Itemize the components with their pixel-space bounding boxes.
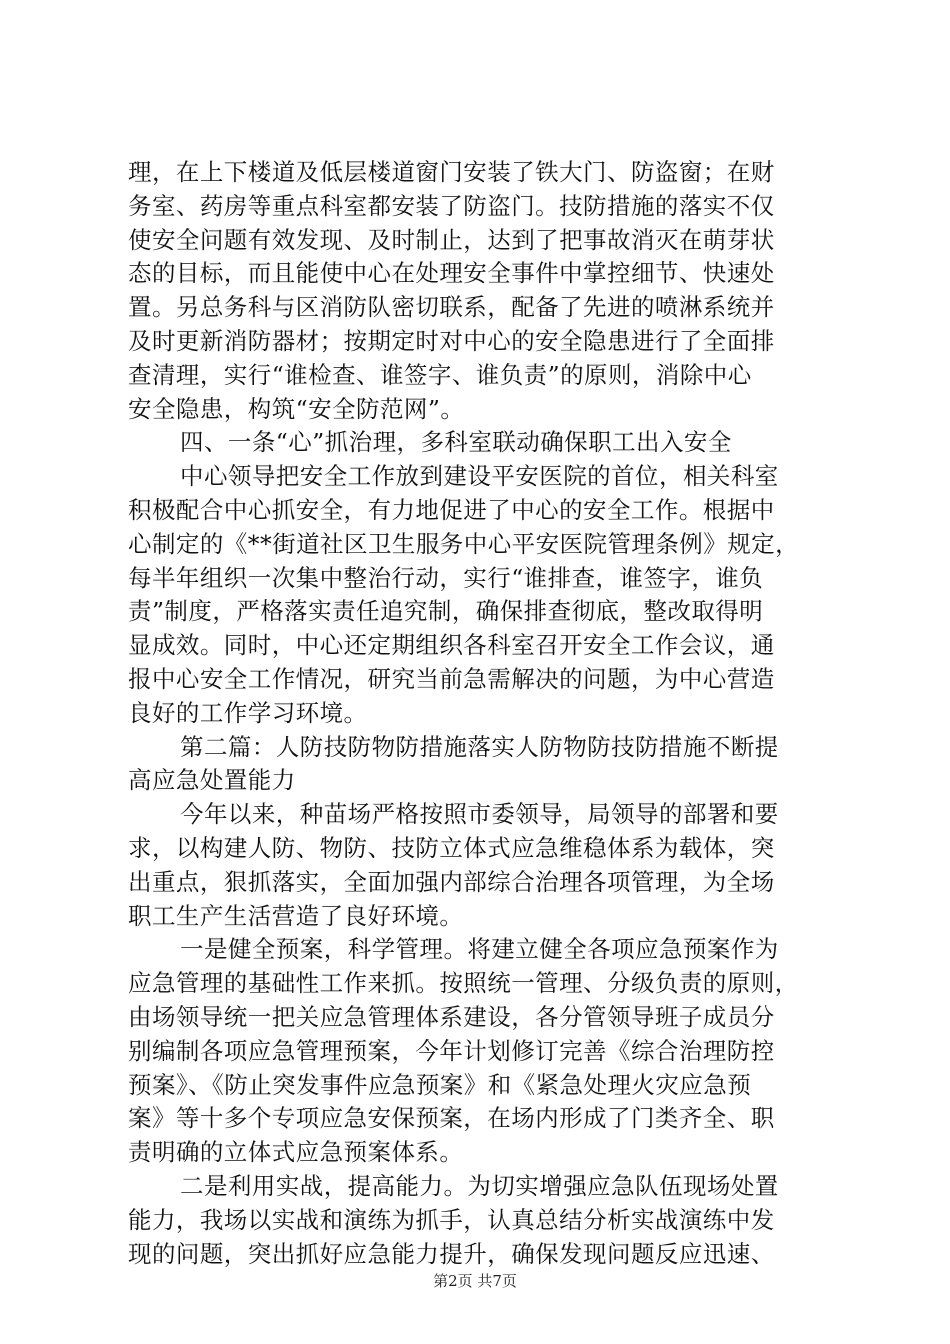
text-line: 职工生产生活营造了良好环境。 [128, 901, 464, 930]
text-line: 求，以构建人防、物防、技防立体式应急维稳体系为载体，突 [128, 833, 775, 862]
text-line: 置。另总务科与区消防队密切联系，配备了先进的喷淋系统并 [128, 293, 775, 322]
text-line: 态的目标，而且能使中心在处理安全事件中掌控细节、快速处 [128, 259, 775, 288]
text-line: 务室、药房等重点科室都安装了防盗门。技防措施的落实不仅 [128, 191, 775, 220]
text-line: 查清理，实行“谁检查、谁签字、谁负责”的原则，消除中心 [128, 360, 752, 389]
text-line: 中心领导把安全工作放到建设平安医院的首位，相关科室 [180, 462, 779, 491]
text-line: 二是利用实战，提高能力。为切实增强应急队伍现场处置 [180, 1171, 779, 1200]
text-line: 责”制度，严格落实责任追究制，确保排查彻底，整改取得明 [128, 597, 764, 626]
text-line: 及时更新消防器材；按期定时对中心的安全隐患进行了全面排 [128, 326, 775, 355]
text-line: 能力，我场以实战和演练为抓手，认真总结分析实战演练中发 [128, 1205, 775, 1234]
page-footer [0, 1270, 950, 1291]
text-line: 由场领导统一把关应急管理体系建设，各分管领导班子成员分 [128, 1002, 775, 1031]
body-text [128, 156, 843, 1271]
text-line: 责明确的立体式应急预案体系。 [128, 1138, 464, 1167]
text-line: 良好的工作学习环境。 [128, 698, 368, 727]
text-line: 显成效。同时，中心还定期组织各科室召开安全工作会议，通 [128, 631, 775, 660]
text-line: 一是健全预案，科学管理。将建立健全各项应急预案作为 [180, 935, 779, 964]
text-line: 积极配合中心抓安全，有力地促进了中心的安全工作。根据中 [128, 495, 775, 524]
chapter-heading: 第二篇：人防技防物防措施落实人防物防技防措施不断提 [180, 732, 779, 761]
text-line: 报中心安全工作情况，研究当前急需解决的问题，为中心营造 [128, 664, 775, 693]
section-heading: 四、一条“心”抓治理，多科室联动确保职工出入安全 [180, 428, 732, 457]
text-line: 案》等十多个专项应急安保预案，在场内形成了门类齐全、职 [128, 1104, 775, 1133]
text-line: 出重点，狠抓落实，全面加强内部综合治理各项管理，为全场 [128, 867, 775, 896]
text-line: 预案》、《防止突发事件应急预案》和《紧急处理火灾应急预 [128, 1070, 752, 1099]
text-line: 使安全问题有效发现、及时制止，达到了把事故消灭在萌芽状 [128, 225, 775, 254]
page-number: 第2页 共7页 [433, 1272, 517, 1290]
text-line: 今年以来，种苗场严格按照市委领导，局领导的部署和要 [180, 800, 779, 829]
text-line: 理，在上下楼道及低层楼道窗门安装了铁大门、防盗窗；在财 [128, 158, 775, 186]
text-line: 安全隐患，构筑“安全防范网”。 [128, 394, 465, 423]
text-line: 现的问题，突出抓好应急能力提升，确保发现问题反应迅速、 [128, 1239, 775, 1268]
text-line: 每半年组织一次集中整治行动，实行“谁排查，谁签字，谁负 [128, 563, 764, 592]
text-line: 别编制各项应急管理预案，今年计划修订完善《综合治理防控 [128, 1036, 775, 1065]
text-line: 应急管理的基础性工作来抓。按照统一管理、分级负责的原则， [128, 969, 799, 998]
text-line: 心制定的《**街道社区卫生服务中心平安医院管理条例》规定， [128, 529, 800, 558]
chapter-heading-continued: 高应急处置能力 [128, 766, 296, 795]
